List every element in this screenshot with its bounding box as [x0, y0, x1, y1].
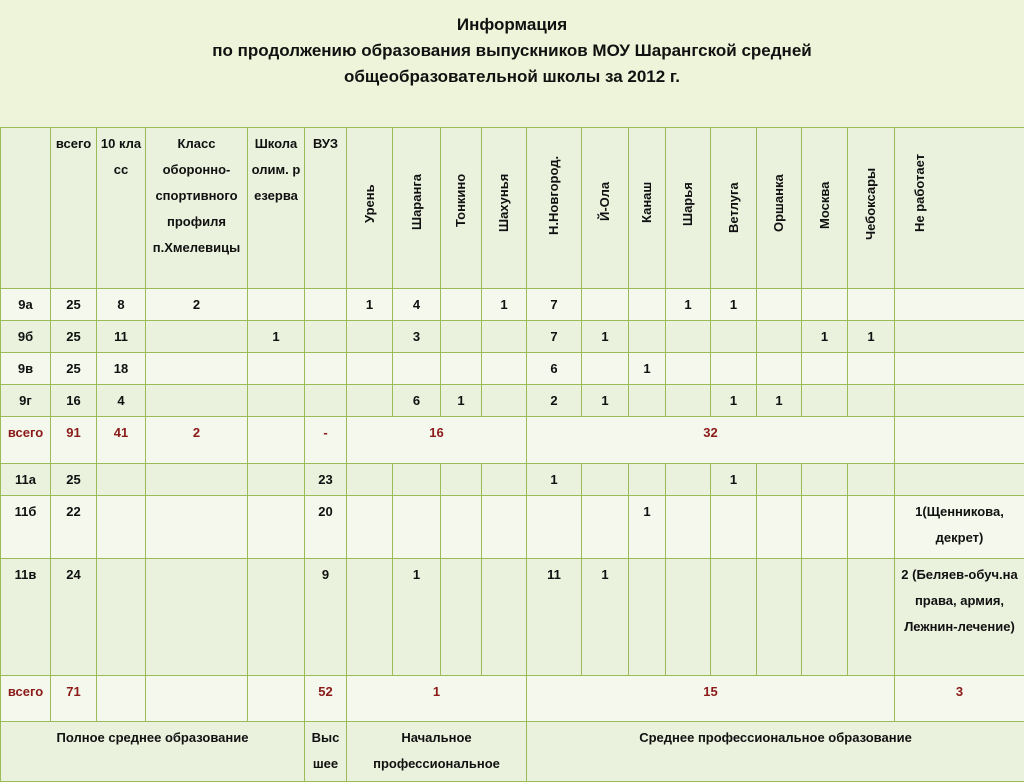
cell-nn: 11 — [527, 559, 582, 676]
cell-city: 1 — [711, 289, 757, 321]
cell-city — [441, 321, 482, 353]
header-orshanka: Оршанка — [757, 128, 802, 289]
cell-empty — [347, 496, 393, 559]
row-total: 25 — [51, 353, 97, 385]
cell-city: 1 — [582, 385, 629, 417]
header-cheboksary: Чебоксары — [848, 128, 895, 289]
cell-city — [848, 289, 895, 321]
cell-city: 7 — [527, 289, 582, 321]
row-oboron — [146, 321, 248, 353]
header-row — [1, 128, 1024, 289]
cell-empty — [848, 496, 895, 559]
cell-empty — [146, 496, 248, 559]
title-line-3: общеобразовательной школы за 2012 г. — [0, 64, 1024, 90]
row-vuz — [305, 353, 347, 385]
header-sharya: Шарья — [666, 128, 711, 289]
table-row-9g — [1, 385, 1024, 417]
header-uren: Урень — [347, 128, 393, 289]
cell-empty — [666, 559, 711, 676]
table-row-11b — [1, 496, 1024, 559]
row-oboron — [146, 385, 248, 417]
cell-empty — [757, 559, 802, 676]
cell-empty — [711, 496, 757, 559]
row-vuz: 9 — [305, 559, 347, 676]
cell-city — [347, 353, 393, 385]
row-10klass: 11 — [97, 321, 146, 353]
cell-city — [757, 321, 802, 353]
cell-nerab: 2 (Беляев-обуч.на права, армия, Лежнин-лечение) — [895, 559, 1024, 676]
cell-city — [757, 353, 802, 385]
cell-empty — [393, 464, 441, 496]
cell-city — [482, 321, 527, 353]
row-class: 11а — [1, 464, 51, 496]
cell-city — [711, 353, 757, 385]
cell-sharanga: 1 — [393, 559, 441, 676]
cell-empty — [146, 676, 248, 722]
cell-empty — [441, 464, 482, 496]
cell-city — [441, 289, 482, 321]
cell-empty — [582, 496, 629, 559]
row-class: 11б — [1, 496, 51, 559]
footer-row — [1, 722, 1024, 782]
summary-total: 91 — [51, 417, 97, 464]
row-10klass: 18 — [97, 353, 146, 385]
summary-shkola — [248, 417, 305, 464]
cell-city: 1 — [347, 289, 393, 321]
footer-vysshee: Высшее — [305, 722, 347, 782]
row-vuz — [305, 385, 347, 417]
table-row-11a — [1, 464, 1024, 496]
header-sharanga: Шаранга — [393, 128, 441, 289]
table-row-9a — [1, 289, 1024, 321]
cell-empty — [248, 559, 305, 676]
cell-empty — [248, 676, 305, 722]
row-vuz: 20 — [305, 496, 347, 559]
table-row-11v — [1, 559, 1024, 676]
header-kanash: Канаш — [629, 128, 666, 289]
row-shkola: 1 — [248, 321, 305, 353]
summary-oboron: 2 — [146, 417, 248, 464]
cell-empty — [895, 464, 1024, 496]
row-total: 24 — [51, 559, 97, 676]
cell-city: 6 — [527, 353, 582, 385]
cell-empty — [582, 464, 629, 496]
header-vsego: всего — [51, 128, 97, 289]
summary-spo: 32 — [527, 417, 895, 464]
row-shkola — [248, 385, 305, 417]
cell-empty — [802, 464, 848, 496]
cell-empty — [848, 464, 895, 496]
row-total: 25 — [51, 289, 97, 321]
title-line-2: по продолжению образования выпускников МОУ Шарангской средней — [0, 38, 1024, 64]
cell-city: 1 — [757, 385, 802, 417]
cell-city — [802, 289, 848, 321]
cell-empty — [441, 559, 482, 676]
cell-city — [895, 321, 1024, 353]
row-oboron: 2 — [146, 289, 248, 321]
cell-empty — [146, 559, 248, 676]
summary-vuz: - — [305, 417, 347, 464]
cell-empty — [97, 464, 146, 496]
cell-city — [895, 385, 1024, 417]
cell-empty — [248, 464, 305, 496]
cell-city — [393, 353, 441, 385]
cell-empty — [248, 496, 305, 559]
summary-total: 71 — [51, 676, 97, 722]
summary-row-9 — [1, 417, 1024, 464]
row-class: 9в — [1, 353, 51, 385]
education-table — [0, 127, 1024, 782]
header-moskva: Москва — [802, 128, 848, 289]
cell-city: 3 — [393, 321, 441, 353]
cell-city — [666, 385, 711, 417]
cell-city: 1 — [848, 321, 895, 353]
cell-empty — [666, 496, 711, 559]
cell-empty — [97, 496, 146, 559]
cell-city: 1 — [711, 385, 757, 417]
header-nnovgorod: Н.Новгород. — [527, 128, 582, 289]
cell-yola: 1 — [582, 559, 629, 676]
row-class: 9г — [1, 385, 51, 417]
cell-city — [582, 289, 629, 321]
cell-empty — [757, 464, 802, 496]
row-shkola — [248, 289, 305, 321]
cell-city: 1 — [482, 289, 527, 321]
cell-city — [482, 385, 527, 417]
cell-empty — [666, 464, 711, 496]
table-row-9v — [1, 353, 1024, 385]
header-vetluga: Ветлуга — [711, 128, 757, 289]
cell-empty — [347, 559, 393, 676]
header-oboron: Класс оборонно-спортивного профиля п.Хмелевицы — [146, 128, 248, 289]
cell-empty — [802, 496, 848, 559]
header-vuz: ВУЗ — [305, 128, 347, 289]
summary-spo: 15 — [527, 676, 895, 722]
cell-empty — [629, 559, 666, 676]
cell-vetluga: 1 — [711, 464, 757, 496]
row-oboron — [146, 353, 248, 385]
row-class: 9а — [1, 289, 51, 321]
cell-city — [666, 321, 711, 353]
header-ne-rabotaet: Не работает — [895, 128, 1024, 289]
footer-nachalnoe: Начальное профессиональное — [347, 722, 527, 782]
title-line-1: Информация — [0, 12, 1024, 38]
cell-city: 1 — [666, 289, 711, 321]
cell-city — [895, 353, 1024, 385]
row-shkola — [248, 353, 305, 385]
summary-nerab: 3 — [895, 676, 1024, 722]
cell-empty — [757, 496, 802, 559]
row-vuz — [305, 289, 347, 321]
cell-city — [482, 353, 527, 385]
cell-city: 1 — [629, 353, 666, 385]
cell-empty — [146, 464, 248, 496]
cell-city — [666, 353, 711, 385]
cell-empty — [482, 464, 527, 496]
summary-nerab — [895, 417, 1024, 464]
cell-city — [895, 289, 1024, 321]
row-vuz — [305, 321, 347, 353]
cell-kanash: 1 — [629, 496, 666, 559]
cell-city — [629, 289, 666, 321]
cell-empty — [97, 559, 146, 676]
row-10klass: 8 — [97, 289, 146, 321]
cell-city — [629, 321, 666, 353]
row-class: 11в — [1, 559, 51, 676]
cell-city — [582, 353, 629, 385]
row-total: 25 — [51, 321, 97, 353]
cell-city: 1 — [582, 321, 629, 353]
cell-empty — [848, 559, 895, 676]
cell-empty — [527, 496, 582, 559]
header-10-klass: 10 класс — [97, 128, 146, 289]
cell-city — [347, 321, 393, 353]
cell-empty — [629, 464, 666, 496]
cell-empty — [97, 676, 146, 722]
cell-city — [441, 353, 482, 385]
page-title — [0, 12, 1024, 90]
summary-label: всего — [1, 676, 51, 722]
row-vuz: 23 — [305, 464, 347, 496]
summary-vuz: 52 — [305, 676, 347, 722]
footer-srednee: Среднее профессиональное образование — [527, 722, 1024, 782]
cell-nn: 1 — [527, 464, 582, 496]
summary-label: всего — [1, 417, 51, 464]
cell-empty — [711, 559, 757, 676]
cell-empty — [482, 496, 527, 559]
cell-city — [848, 385, 895, 417]
header-tonkino: Тонкино — [441, 128, 482, 289]
cell-city — [347, 385, 393, 417]
cell-city — [629, 385, 666, 417]
row-total: 22 — [51, 496, 97, 559]
cell-empty — [393, 496, 441, 559]
cell-city — [848, 353, 895, 385]
header-empty — [1, 128, 51, 289]
cell-nerab: 1(Щенникова, декрет) — [895, 496, 1024, 559]
footer-polnoe: Полное среднее образование — [1, 722, 305, 782]
header-shkola: Школа олим. резерва — [248, 128, 305, 289]
cell-empty — [482, 559, 527, 676]
header-shakhunya: Шахунья — [482, 128, 527, 289]
cell-city — [802, 385, 848, 417]
summary-10klass: 41 — [97, 417, 146, 464]
row-10klass: 4 — [97, 385, 146, 417]
header-yola: Й-Ола — [582, 128, 629, 289]
cell-city: 1 — [441, 385, 482, 417]
cell-city — [802, 353, 848, 385]
cell-empty — [441, 496, 482, 559]
cell-city: 7 — [527, 321, 582, 353]
cell-city — [757, 289, 802, 321]
summary-npo: 16 — [347, 417, 527, 464]
cell-city: 4 — [393, 289, 441, 321]
cell-city: 2 — [527, 385, 582, 417]
cell-empty — [802, 559, 848, 676]
cell-empty — [347, 464, 393, 496]
row-class: 9б — [1, 321, 51, 353]
cell-city: 6 — [393, 385, 441, 417]
row-total: 16 — [51, 385, 97, 417]
summary-npo: 1 — [347, 676, 527, 722]
cell-city — [711, 321, 757, 353]
summary-row-11 — [1, 676, 1024, 722]
table-row-9b — [1, 321, 1024, 353]
row-total: 25 — [51, 464, 97, 496]
cell-city: 1 — [802, 321, 848, 353]
